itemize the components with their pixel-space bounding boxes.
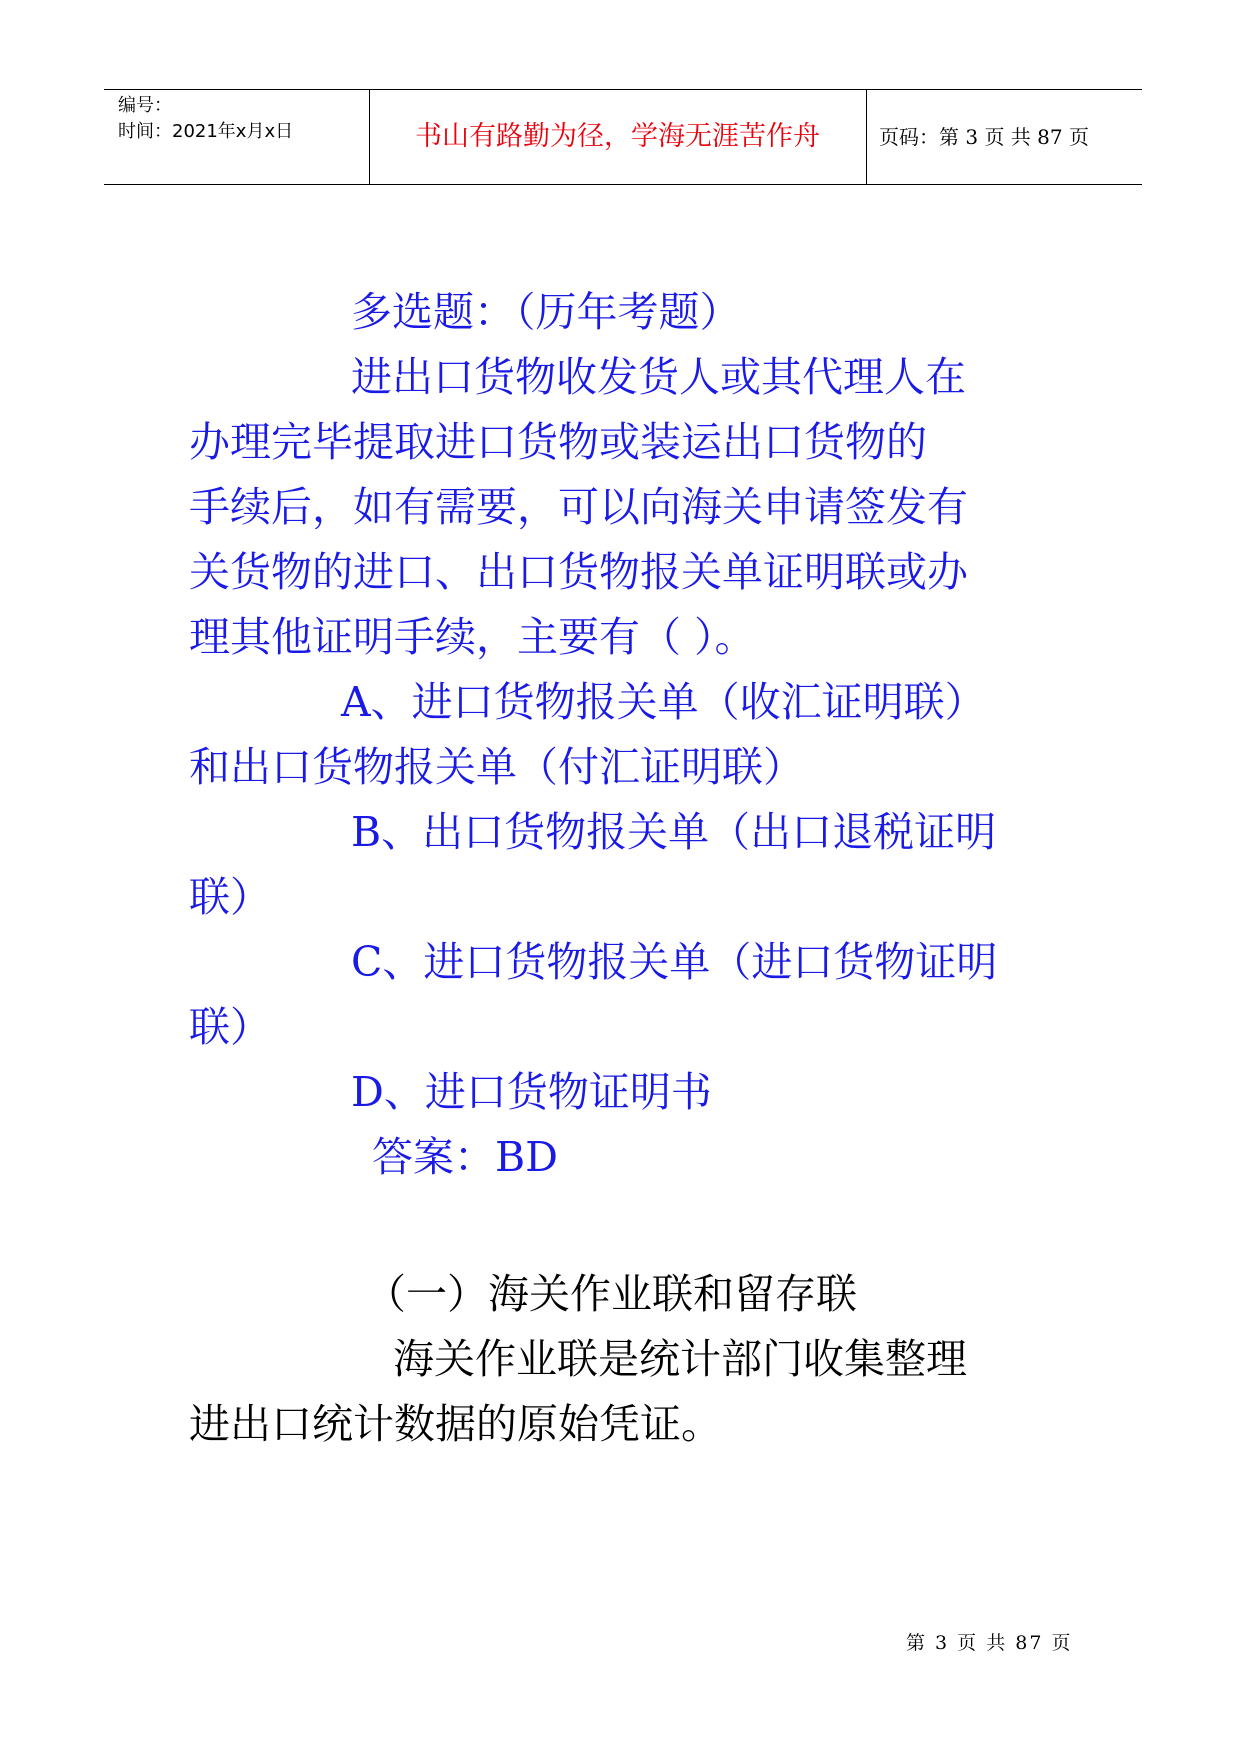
option-c: C、进口货物报关单（进口货物证明 <box>351 938 998 986</box>
section-text-line: 海关作业联是统计部门收集整理 <box>393 1335 967 1383</box>
document-number-label: 编号： <box>118 95 172 116</box>
header-motto: 书山有路勤为径，学海无涯苦作舟 <box>415 121 820 152</box>
header-info-cell <box>104 90 370 184</box>
section-block <box>189 1262 1069 1457</box>
question-text-line: 理其他证明手续，主要有（ ）。 <box>189 613 756 661</box>
option-d: D、进口货物证明书 <box>351 1068 712 1116</box>
header-page-code: 页码：第 3 页 共 87 页 <box>879 125 1089 149</box>
question-text-line: 进出口货物收发货人或其代理人在 <box>351 353 966 401</box>
header-table <box>104 89 1142 185</box>
option-a: A、进口货物报关单（收汇证明联） <box>341 678 986 726</box>
footer-page-number: 第 3 页 共 87 页 <box>906 1632 1073 1654</box>
option-a-continued: 和出口货物报关单（付汇证明联） <box>189 743 804 791</box>
header-motto-cell <box>369 90 867 184</box>
section-heading: （一）海关作业联和留存联 <box>365 1270 857 1318</box>
answer-line: 答案：BD <box>372 1133 559 1181</box>
option-b-continued: 联） <box>189 873 271 921</box>
question-text-line: 手续后，如有需要，可以向海关申请签发有 <box>189 483 968 531</box>
question-text-line: 关货物的进口、出口货物报关单证明联或办 <box>189 548 968 596</box>
document-time-label: 时间：2021年x月x日 <box>118 121 294 142</box>
header-page-cell <box>867 90 1142 184</box>
question-text-line: 办理完毕提取进口货物或装运出口货物的 <box>189 418 927 466</box>
section-text-line: 进出口统计数据的原始凭证。 <box>189 1400 722 1448</box>
question-type-heading: 多选题：（历年考题） <box>351 288 741 336</box>
option-c-continued: 联） <box>189 1003 271 1051</box>
question-block <box>189 280 1069 1190</box>
option-b: B、出口货物报关单（出口退税证明 <box>351 808 997 856</box>
